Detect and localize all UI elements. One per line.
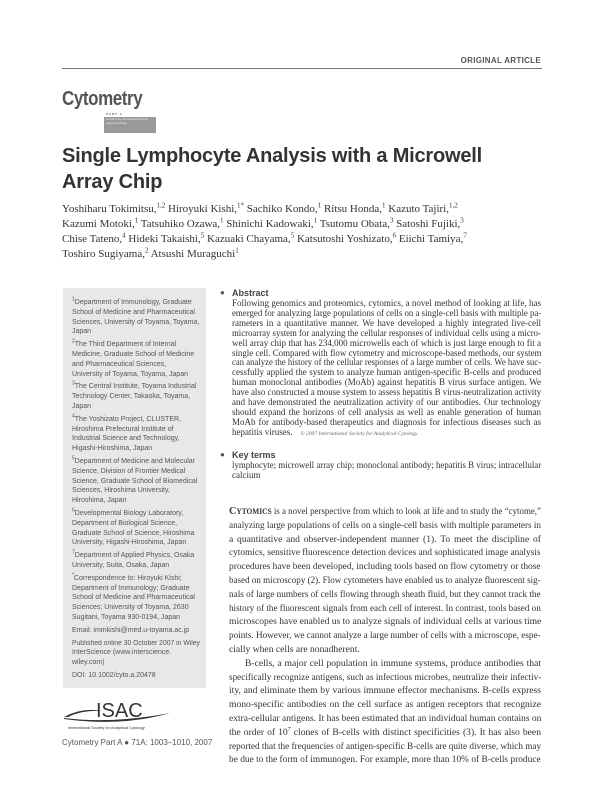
affiliation-text: School of Medicine and Pharmaceutical	[72, 308, 195, 316]
author-affiliation-mark: 6	[392, 231, 397, 240]
affiliation-text: The Central Institute, Toyama Industrial	[74, 383, 197, 391]
affiliation-text: Hiroshima, Japan	[72, 497, 127, 505]
text-line: be due to the form of immunogen. For example, more than 10% of B-cells produce	[229, 754, 541, 766]
affiliation-line	[72, 561, 200, 571]
affiliation-line	[72, 444, 200, 454]
author-affiliation-mark: 1	[235, 246, 239, 255]
author-affiliation-mark: 1	[134, 216, 139, 225]
affiliation-mark: *	[72, 572, 74, 579]
author-name: Sachiko Kondo,	[246, 203, 318, 215]
affiliation-line	[72, 392, 200, 402]
title-line: Single Lymphocyte Analysis with a Microwell	[62, 145, 483, 167]
affiliation-mark: 5	[72, 455, 75, 462]
author-affiliation-mark: 5	[200, 231, 205, 240]
affiliation-text: University, Suita, Osaka, Japan	[72, 561, 170, 569]
text-line: points. However, we cannot analyze a large number of cells with a microscope, espe-	[229, 630, 541, 642]
text-line: Following genomics and proteomics, cytomics, a novel method of looking at life, has	[232, 298, 541, 308]
key-terms-heading: Key terms	[232, 450, 276, 460]
author-name: Hiroyuki Kishi,	[167, 203, 238, 215]
text-line: mono-specific antibodies on the cell surface as antigen receptors that recognize	[229, 699, 541, 711]
affiliation	[72, 626, 200, 636]
affiliation-line	[72, 360, 200, 370]
affiliation-line	[72, 648, 200, 658]
text-line: ity, and eliminate them by various immune effector mechanisms. B-cells express	[229, 685, 541, 697]
affiliation-line	[72, 551, 200, 561]
affiliation-text: Email: immkishi@med.u-toyama.ac.jp	[72, 626, 190, 634]
text-line: rameters in a quantitative manner. We have developed a highly integrated live-cell	[232, 317, 541, 328]
affiliation-line	[72, 370, 200, 380]
text-line: MoAb for antibody-based therapeutics and diagnosis for infectious diseases such as	[232, 416, 541, 427]
affiliation-line	[72, 613, 200, 623]
journal-name: Cytometry	[62, 88, 143, 110]
affiliation-text: Technology Center, Takaoka, Toyama,	[72, 393, 191, 401]
author-name: Kazuto Tajiri,	[388, 203, 449, 215]
affiliation	[72, 639, 200, 668]
affiliation-line	[72, 340, 200, 350]
text-line: have also constructed a mouse system to assess hepatitis B virus-neutralization activity	[232, 387, 542, 398]
author-name: Satoshi Fujiki,	[396, 218, 461, 230]
abstract-text	[232, 299, 541, 440]
affiliation-mark: 3	[72, 381, 75, 388]
author-name: Tsutomu Obata,	[319, 218, 390, 230]
author-affiliation-mark: 3	[389, 216, 394, 225]
header-rule	[62, 68, 542, 69]
affiliation-mark: 1	[72, 296, 75, 303]
author-list	[62, 202, 552, 262]
text-line: microscopes have enabled us to analyze signals of individual cells at various time	[229, 616, 542, 628]
affiliation-text: Sciences; University of Toyama, 2630	[72, 604, 189, 612]
text-line: reported that the frequencies of antigen-specific B-cells are quite diverse, which may	[229, 740, 542, 752]
bullet-icon: ●	[220, 450, 225, 459]
author-name: Eiichi Tamiya,	[398, 233, 464, 245]
isac-logo	[62, 697, 172, 736]
affiliation	[72, 415, 200, 454]
affiliation-text: Sciences, Hiroshima University,	[72, 487, 170, 495]
affiliation-text: DOI: 10.1002/cyto.a.20478	[72, 671, 156, 679]
affiliation-line	[72, 477, 200, 487]
affiliation-mark: 4	[72, 413, 75, 420]
author-affiliation-mark: 1	[382, 201, 386, 210]
author-name: Toshiro Sugiyama,	[62, 248, 145, 260]
affiliation-line	[72, 382, 200, 392]
author-affiliation-mark: 1	[317, 201, 322, 210]
affiliation-line	[72, 425, 200, 435]
text-line: can analyze the history of the cellular responses of a large number of cells. We have suc-	[232, 357, 542, 368]
affiliation-text: Medicine, Graduate School of Medicine	[72, 350, 195, 358]
author-name: Ritsu Honda,	[323, 203, 382, 215]
affiliation-line	[72, 509, 200, 519]
affiliation-mark: 2	[72, 338, 75, 345]
author-name: Kazuaki Chayama,	[207, 233, 291, 245]
isac-subtitle: International Society for Analytical Cytology	[68, 725, 145, 730]
bullet-icon: ●	[220, 288, 225, 297]
affiliation-text: Sugitani, Toyama 930-0194, Japan	[72, 613, 181, 621]
text-line: emerged for analyzing large populations of cells on a single-cell basis with multiple pa-	[232, 307, 542, 318]
text-line: a quantitative and observer-independent manner (1). To meet the discipline of	[229, 533, 541, 545]
journal-logo	[62, 88, 162, 136]
affiliation-line	[72, 529, 200, 539]
affiliation-line	[72, 486, 200, 496]
author-affiliation-mark: 5	[290, 231, 295, 240]
author-name: Hideki Takaishi,	[128, 233, 201, 245]
abstract-section	[220, 288, 542, 440]
affiliation-text: The Third Department of Internal	[74, 341, 177, 349]
text-line: calcium	[232, 469, 261, 480]
affiliation-mark: 6	[72, 507, 75, 514]
affiliation-line	[72, 603, 200, 613]
affiliation-text: Department of Biological Science,	[72, 519, 178, 527]
text-fragment: is a novel perspective from which to look at life and to study the “cytome,”	[271, 506, 541, 517]
exponent: 7	[287, 726, 291, 733]
title-line: Array Chip	[62, 171, 163, 193]
affiliation-text: University, Higashi-Hiroshima, Japan	[72, 539, 187, 547]
affiliation-line	[72, 519, 200, 529]
text-line: well array chip that has 234,000 microwells each of which is just large enough to fit a	[232, 337, 541, 348]
affiliation-text: Department of Applied Physics, Osaka	[74, 552, 195, 560]
affiliation-text: Hiroshima Prefectural Institute of	[72, 425, 174, 433]
affiliation-line	[72, 327, 200, 337]
affiliation-text: Published online 30 October 2007 in Wiley	[72, 639, 200, 647]
author-affiliation-mark: 4	[122, 231, 126, 240]
affiliation	[72, 574, 200, 623]
text-line: lymphocyte; microwell array chip; monoclonal antibody; hepatitis B virus; intracellular	[232, 460, 542, 470]
text-line: specifically recognize antigens, such as infectious microbes, neutralize their infectiv-	[229, 671, 542, 683]
affiliation	[72, 671, 200, 681]
affiliation-line	[72, 671, 200, 681]
author-affiliation-mark: 1	[220, 216, 224, 225]
text-line: procedures have been developed, including tools based on flow cytometry or those	[229, 561, 541, 573]
text-line: cessfully applied the system to analyze human antigen-specific B-cells and produced	[232, 367, 541, 378]
copyright-notice: © 2007 International Society for Analytical Cytology	[300, 430, 418, 437]
affiliation-text: Department of Immunology; Graduate	[72, 584, 190, 592]
affiliation-line	[72, 496, 200, 506]
affiliation	[72, 298, 200, 337]
text-fragment: clones of B-cells with distinct specificities (3). It has also been	[290, 726, 541, 738]
body-text	[229, 505, 541, 767]
text-line	[229, 726, 541, 740]
affiliation-line	[72, 415, 200, 425]
affiliation-text: Department of Immunology, Graduate	[74, 299, 192, 306]
text-line: extra-cellular antigens. It has been estimated that an individual human contains on	[229, 712, 542, 724]
article-title	[62, 143, 482, 195]
isac-name: ISAC	[96, 700, 143, 722]
text-line: cytomics, sensitive fluorescence detection devices and sophisticated image analysis	[229, 547, 541, 559]
affiliation-line	[72, 574, 200, 584]
affiliation-text: Sciences, University of Toyama, Toyama,	[72, 318, 200, 326]
author-name: Atsushi Muraguchi	[150, 248, 236, 260]
text-line: and have demonstrated the neutralization activity of our antibodies. Our technology	[232, 397, 541, 408]
author-affiliation-mark: 1*	[237, 201, 245, 210]
affiliation-text: Higashi-Hiroshima, Japan	[72, 445, 153, 453]
affiliation	[72, 340, 200, 379]
article-type: ORIGINAL ARTICLE	[460, 56, 541, 65]
affiliation-line	[72, 434, 200, 444]
author-affiliation-mark: 1,2	[448, 201, 458, 210]
affiliation-text: and Pharmaceutical Sciences,	[72, 360, 167, 368]
author-name: Kazumi Motoki,	[62, 218, 135, 230]
affiliations-box	[63, 288, 206, 688]
key-terms-section	[220, 450, 542, 481]
text-line: cially when cells are nonadherent.	[229, 643, 360, 655]
author-name: Katsutoshi Yoshizato,	[296, 233, 393, 245]
affiliation-text: Science, Division of Frontier Medical	[72, 467, 186, 475]
author-name: Chise Tateno,	[62, 233, 123, 245]
affiliation-line	[72, 308, 200, 318]
affiliation	[72, 382, 200, 411]
affiliation-line	[72, 639, 200, 649]
author-affiliation-mark: 1	[313, 216, 318, 225]
affiliation-text: Science, Graduate School of Biomedical	[72, 477, 198, 485]
author-affiliation-mark: 1,2	[156, 201, 166, 210]
journal-tagline: Journal of the International Society for Analytical Cytology	[104, 117, 156, 133]
affiliation-text: Correspondence to: Hiroyuki Kishi;	[73, 574, 182, 582]
citation-footer: Cytometry Part A ● 71A: 1003–1010, 2007	[62, 738, 213, 747]
text-line: single cell. Compared with flow cytometry and microscope-based methods, our system	[232, 347, 542, 358]
affiliation	[72, 509, 200, 548]
text-line	[232, 428, 541, 440]
affiliation-text: Developmental Biology Laboratory,	[74, 509, 184, 517]
affiliation-line	[72, 318, 200, 328]
affiliation-line	[72, 402, 200, 412]
affiliation-text: InterScience (www.interscience.	[72, 649, 172, 657]
text-line: B-cells, a major cell population in immune systems, produce antibodies that	[245, 657, 541, 669]
affiliation-line	[72, 626, 200, 636]
affiliation-text: Department of Medicine and Molecular	[74, 457, 196, 465]
text-line: should expand the horizons of cell analysis as well as enable generation of human	[232, 406, 541, 417]
affiliation-line	[72, 593, 200, 603]
affiliation-mark: 7	[72, 549, 75, 556]
text-fragment: the order of 10	[229, 726, 288, 738]
affiliation-line	[72, 658, 200, 668]
text-line: analyzing large populations of cells on a single-cell basis with multiple parameters in	[229, 519, 541, 531]
lead-word: Cytomics	[229, 505, 272, 517]
affiliation-text: School of Medicine and Pharmaceutical	[72, 594, 195, 602]
affiliation-line	[72, 298, 200, 308]
isac-swoosh-icon	[62, 697, 172, 731]
text-line	[229, 505, 541, 519]
text-line: history of the fluorescent signals from each cell of interest. In contrast, tools based on	[229, 602, 541, 614]
abstract-heading: Abstract	[232, 288, 269, 298]
text-line: human monoclonal antibodies (MoAb) against hepatitis B virus surface antigen. We	[232, 377, 541, 388]
affiliation-text: Japan	[72, 328, 92, 336]
affiliation	[72, 551, 200, 571]
author-name: Tatsuhiko Ozawa,	[140, 218, 221, 230]
affiliation-line	[72, 457, 200, 467]
affiliation-text: Graduate School of Science, Hiroshima	[72, 529, 195, 537]
affiliation-line	[72, 467, 200, 477]
author-affiliation-mark: 2	[144, 246, 149, 255]
text-line: microarray system for analyzing the cellular responses of individual cells using a micro-	[232, 327, 541, 338]
author-affiliation-mark: 3	[460, 216, 464, 225]
affiliation-text: wiley.com)	[72, 659, 105, 667]
affiliation-text: The Yoshizato Project, CLUSTER,	[74, 415, 181, 423]
affiliation-text: Industrial Science and Technology,	[72, 435, 180, 443]
author-affiliation-mark: 7	[463, 231, 467, 240]
journal-part: PART A	[106, 112, 123, 116]
key-terms-text	[232, 461, 541, 481]
text-line: based on microscopy (2). Flow cytometers have enabled us to analyze fluorescent sig-	[229, 574, 541, 586]
affiliation-line	[72, 350, 200, 360]
affiliation-line	[72, 584, 200, 594]
affiliation-text: University of Toyama, Toyama, Japan	[72, 370, 189, 378]
text-line: nals of large numbers of cells flowing through sheath fluid, but they cannot track the	[229, 588, 541, 600]
affiliation-line	[72, 538, 200, 548]
author-name: Shinichi Kadowaki,	[226, 218, 314, 230]
affiliation-text: Japan	[72, 402, 92, 410]
text-fragment: hepatitis viruses.	[232, 426, 293, 437]
affiliation	[72, 457, 200, 506]
author-name: Yoshiharu Tokimitsu,	[62, 203, 157, 215]
